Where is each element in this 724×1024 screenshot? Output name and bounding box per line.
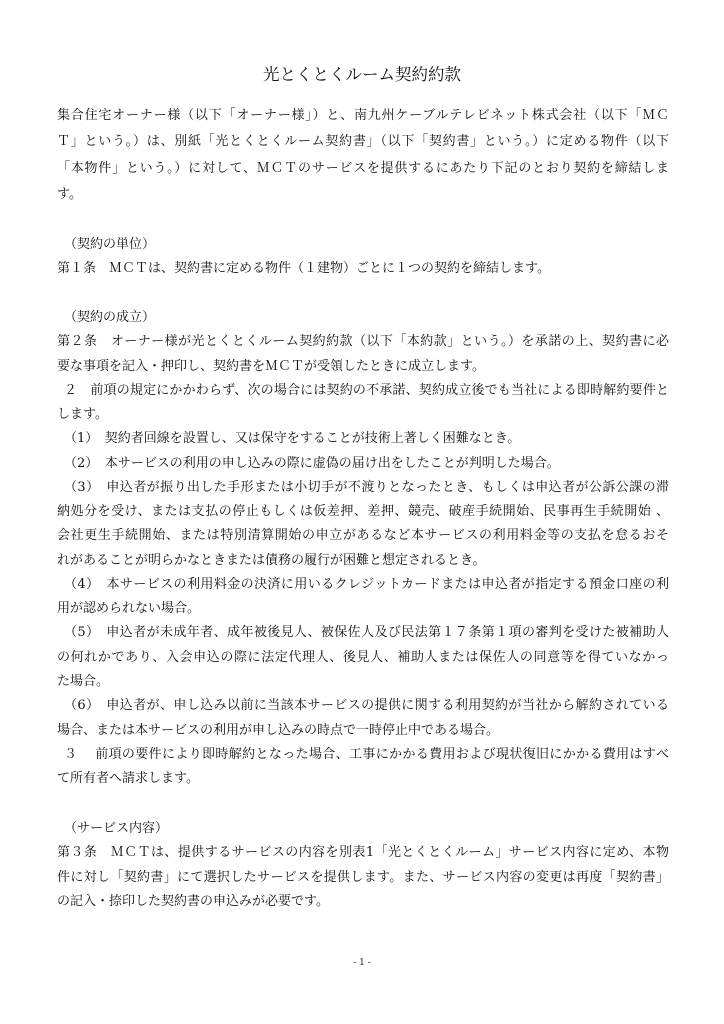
- clause-item-3: （3） 申込者が振り出した手形または小切手が不渡りとなったとき、もしくは申込者が公訴公課の滞: [64, 479, 669, 495]
- clause-item-4-line: 用が認められない場合。: [57, 601, 201, 617]
- article-2-paragraph-3-line: ３ 前項の要件により即時解約となった場合、工事にかかる費用および現状復旧にかかる費用はすべ: [64, 746, 669, 762]
- document-title: 光とくとくルーム契約約款: [263, 65, 461, 84]
- clause-item-4: （4） 本サービスの利用料金の決済に用いるクレジットカードまたは申込者が指定する預金口座の利: [64, 576, 669, 592]
- intro-line: 「本物件」という。）に対して、ＭＣＴのサービスを提供するにあたり下記のとおり契約を締結しま: [57, 160, 669, 176]
- section-contract-formation: [57, 306, 669, 791]
- section-heading: （契約の成立）: [64, 310, 156, 325]
- intro-paragraph: [57, 103, 669, 208]
- article-2-paragraph-2-line: します。: [57, 407, 108, 423]
- section-service-content: [57, 817, 669, 914]
- clause-item-3-line: 納処分を受け、または支払の停止もしくは仮差押、差押、競売、破産手続開始、民事再生手続開始 、: [57, 504, 669, 520]
- clause-item-5-line: の何れかであり、入会申込の際に法定代理人、後見人、補助人または保佐人の同意等を得ていなかっ: [57, 649, 669, 665]
- intro-line: す。: [57, 186, 82, 202]
- clause-item-5: （5） 申込者が未成年者、成年被後見人、被保佐人及び民法第１７条第１項の審判を受けた被補助人: [64, 625, 669, 641]
- page-number: - 1 -: [353, 958, 371, 968]
- clause-item-3-line: 会社更生手続開始、または特別清算開始の申立があるなど本サービスの利用料金等の支払を怠るおそ: [57, 528, 669, 544]
- clause-item-2: （2） 本サービスの利用の申し込みの際に虚偽の届け出をしたことが判明した場合。: [64, 455, 560, 471]
- intro-line: Ｔ」という。）は、別紙「光とくとくルーム契約書」（以下「契約書」という。）に定める物件（以下: [57, 134, 669, 150]
- article-2-paragraph-2-line: ２ 前項の規定にかかわらず、次の場合には契約の不承諾、契約成立後でも当社による即時解約要件と: [64, 382, 669, 398]
- article-2-line: 第２条 オーナー様が光とくとくルーム契約約款（以下「本約款」という。）を承諾の上、契約書に必: [57, 334, 669, 350]
- section-contract-unit: [57, 233, 669, 282]
- intro-line: 集合住宅オーナー様（以下「オーナー様」）と、南九州ケーブルテレビネット株式会社（以下「ＭＣ: [57, 108, 669, 123]
- clause-item-1: （1） 契約者回線を設置し、又は保守をすることが技術上著しく困難なとき。: [64, 431, 521, 447]
- clause-item-3-line: れがあることが明らかなときまたは債務の履行が困難と想定されるとき。: [57, 552, 486, 568]
- article-1-text: 第１条 ＭＣＴは、契約書に定める物件（１建物）ごとに１つの契約を締結します。: [57, 261, 550, 277]
- article-2-paragraph-3-line: て所有者へ請求します。: [57, 771, 199, 787]
- article-3-line: 件に対し「契約書」にて選択したサービスを提供します。また、サービス内容の変更は再度「契約書」: [57, 869, 669, 885]
- section-heading: （サービス内容）: [64, 821, 169, 836]
- article-2-line: 要な事項を記入・押印し、契約書をＭＣＴが受領したときに成立します。: [57, 358, 485, 374]
- clause-item-5-line: た場合。: [57, 673, 110, 689]
- clause-item-6: （6） 申込者が、申し込み以前に当該本サービスの提供に関する利用契約が当社から解約されている: [64, 698, 669, 714]
- article-3-line: 第３条 ＭＣＴは、提供するサービスの内容を別表1「光とくとくルーム」サービス内容に定め、本物: [57, 845, 669, 861]
- section-heading: （契約の単位）: [64, 237, 156, 252]
- clause-item-6-line: 場合、または本サービスの利用が申し込みの時点で一時停止中である場合。: [57, 722, 500, 738]
- article-3-line: の記入・捺印した契約書の申込みが必要です。: [57, 893, 329, 909]
